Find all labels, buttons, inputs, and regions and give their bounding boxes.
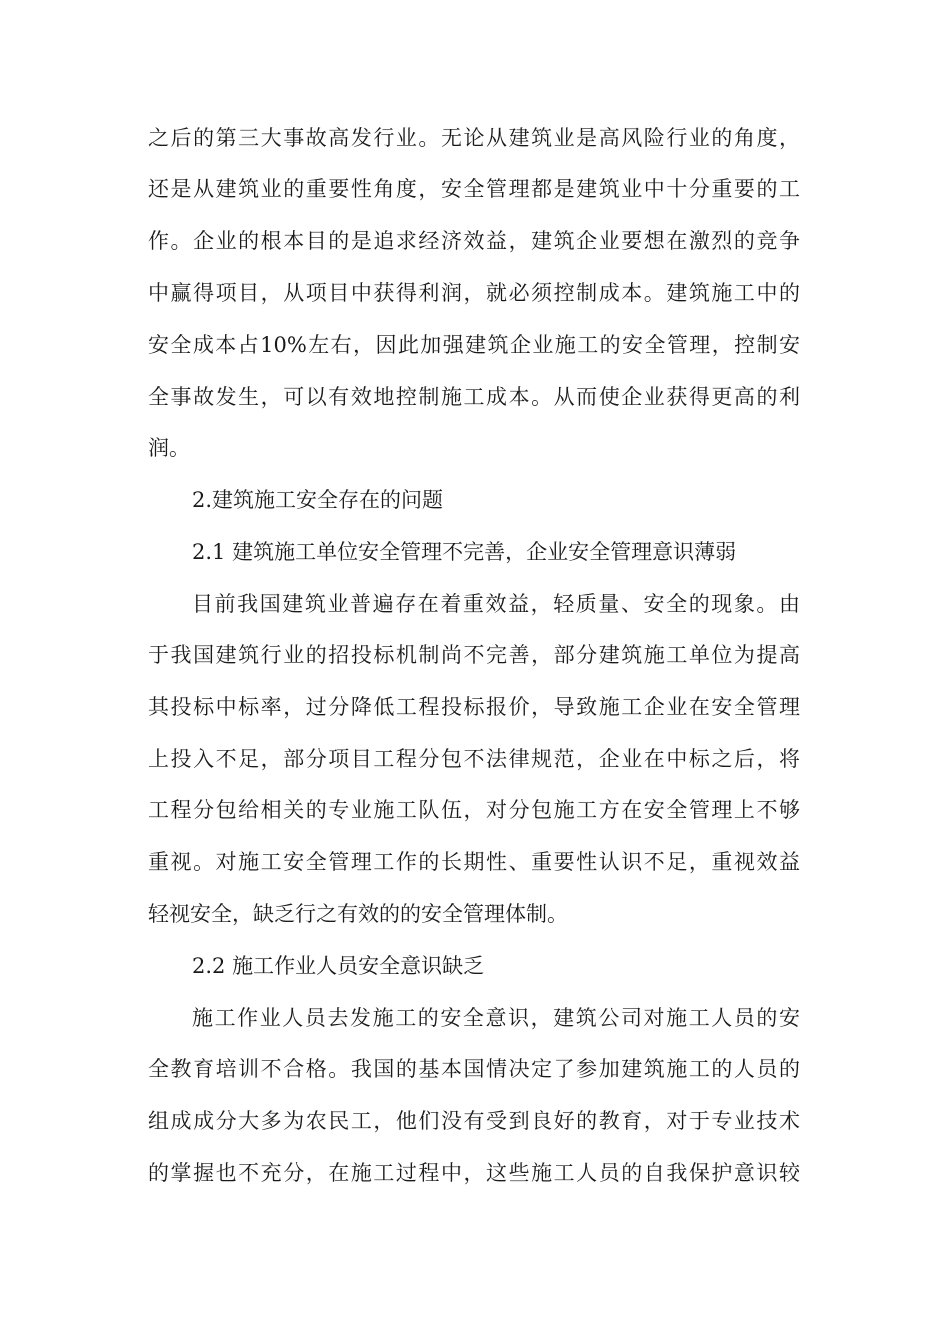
body-text-line: 全教育培训不合格。我国的基本国情决定了参加建筑施工的人员的 bbox=[148, 1057, 800, 1081]
body-text-line: 还是从建筑业的重要性角度，安全管理都是建筑业中十分重要的工 bbox=[148, 177, 800, 201]
body-text-line: 工程分包给相关的专业施工队伍，对分包施工方在安全管理上不够 bbox=[148, 798, 800, 822]
body-text-line: 全事故发生，可以有效地控制施工成本。从而使企业获得更高的利 bbox=[148, 385, 800, 409]
subsection-heading: 2.1 建筑施工单位安全管理不完善，企业安全管理意识薄弱 bbox=[192, 540, 737, 564]
body-text-line: 作。企业的根本目的是追求经济效益，建筑企业要想在激烈的竞争 bbox=[148, 229, 800, 253]
body-text-line: 上投入不足，部分项目工程分包不法律规范，企业在中标之后，将 bbox=[148, 747, 800, 771]
body-text-line: 轻视安全，缺乏行之有效的的安全管理体制。 bbox=[148, 902, 568, 926]
body-text-line: 安全成本占10%左右，因此加强建筑企业施工的安全管理，控制安 bbox=[148, 333, 800, 357]
body-text-line: 组成成分大多为农民工，他们没有受到良好的教育，对于专业技术 bbox=[148, 1109, 800, 1133]
body-text-line: 于我国建筑行业的招投标机制尚不完善，部分建筑施工单位为提高 bbox=[148, 643, 800, 667]
body-text-line: 中赢得项目，从项目中获得利润，就必须控制成本。建筑施工中的 bbox=[148, 281, 800, 305]
body-text-line: 重视。对施工安全管理工作的长期性、重要性认识不足，重视效益 bbox=[148, 850, 800, 874]
body-text-line: 施工作业人员去发施工的安全意识，建筑公司对施工人员的安 bbox=[192, 1006, 800, 1030]
body-text-line: 其投标中标率，过分降低工程投标报价，导致施工企业在安全管理 bbox=[148, 695, 800, 719]
body-text-line: 目前我国建筑业普遍存在着重效益，轻质量、安全的现象。由 bbox=[192, 592, 800, 616]
subsection-heading: 2.2 施工作业人员安全意识缺乏 bbox=[192, 954, 485, 978]
body-text-line: 之后的第三大事故高发行业。无论从建筑业是高风险行业的角度， bbox=[148, 126, 800, 150]
body-text-line: 润。 bbox=[148, 436, 190, 460]
body-text-line: 的掌握也不充分，在施工过程中，这些施工人员的自我保护意识较 bbox=[148, 1161, 800, 1185]
section-heading: 2.建筑施工安全存在的问题 bbox=[192, 488, 444, 512]
